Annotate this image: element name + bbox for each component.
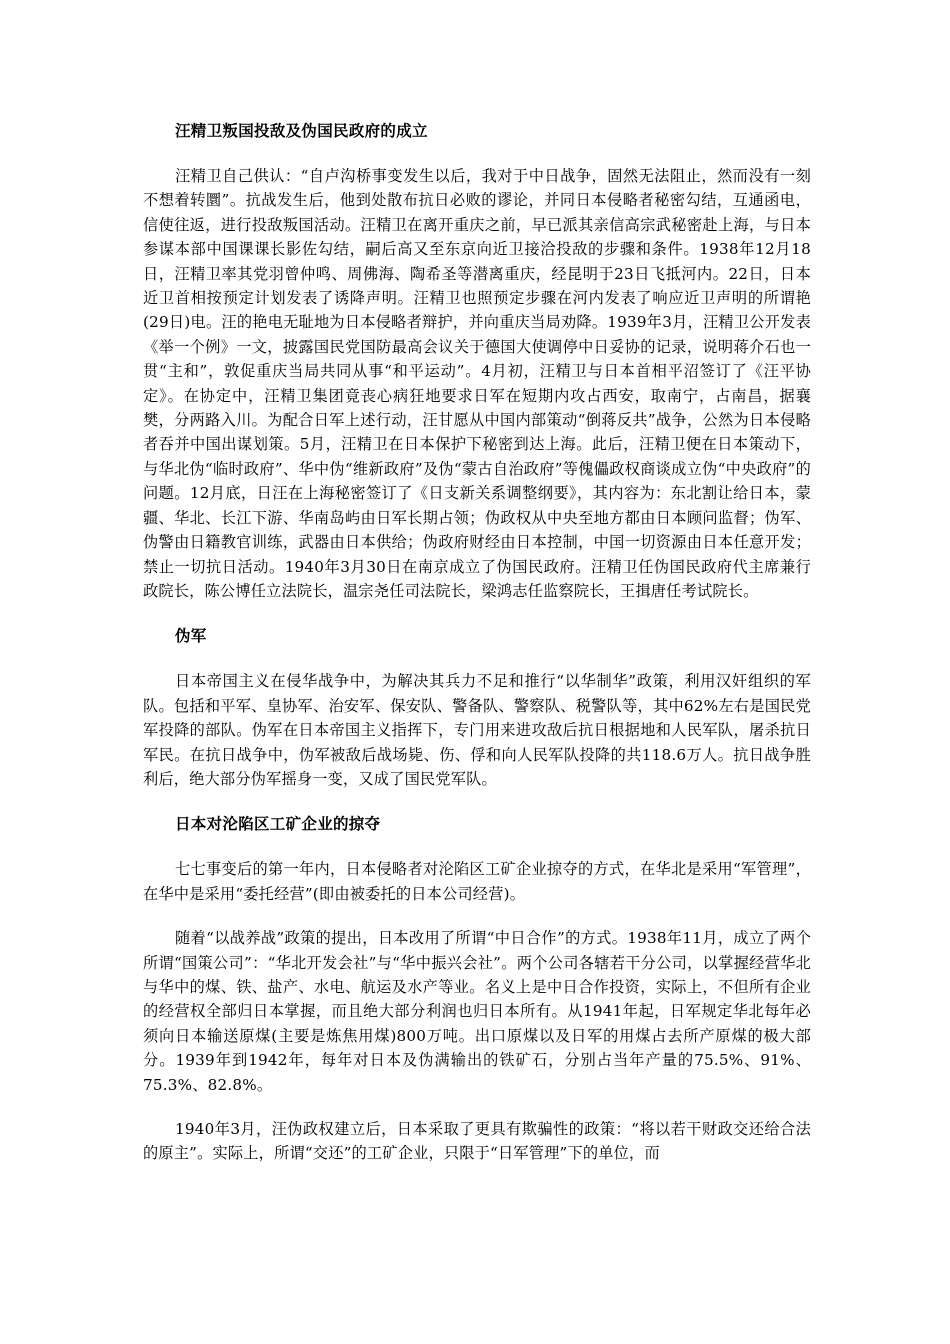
paragraph: 汪精卫自己供认：“自卢沟桥事变发生以后，我对于中日战争，固然无法阻止，然而没有一刻不想着转圜”。抗战发生后，他到处散布抗日必败的谬论，并同日本侵略者秘密勾结，互通函电，信使往返，进行投敌叛国活动。汪精卫在离开重庆之前，早已派其亲信高宗武秘密赴上海，与日本参谋本部中国课课长影佐勾结，嗣后高又至东京向近卫接洽投敌的步骤和条件。1938年12月18日，汪精卫率其党羽曾仲鸣、周佛海、陶希圣等潜离重庆，经昆明于23日飞抵河内。22日，日本近卫首相按预定计划发表了诱降声明。汪精卫也照预定步骤在河内发表了响应近卫声明的所谓艳(29日)电。汪的艳电无耻地为日本侵略者辩护，并向重庆当局劝降。1939年3月，汪精卫公开发表《举一个例》一文，披露国民党国防最高会议关于德国大使调停中日妥协的记录，说明蒋介石也一贯“主和”，敦促重庆当局共同从事“和平运动”。4月初，汪精卫与日本首相平沼签订了《汪平协定》。在协定中，汪精卫集团竟丧心病狂地要求日军在短期内攻占西安，取南宁，占南昌，据襄樊，分两路入川。为配合日军上述行动，汪甘愿从中国内部策动“倒蒋反共”战争，公然为日本侵略者吞并中国出谋划策。5月，汪精卫在日本保护下秘密到达上海。此后，汪精卫便在日本策动下，与华北伪“临时政府”、华中伪“维新政府”及伪“蒙古自治政府”等傀儡政权商谈成立伪“中央政府”的问题。12月底，日汪在上海秘密签订了《日支新关系调整纲要》，其内容为：东北割让给日本，蒙疆、华北、长江下游、华南岛屿由日军长期占领；伪政权从中央至地方都由日本顾问监督；伪军、伪警由日籍教官训练，武器由日本供给；伪政府财经由日本控制，中国一切资源由日本任意开发；禁止一切抗日活动。1940年3月30日在南京成立了伪国民政府。汪精卫任伪国民政府代主席兼行政院长，陈公博任立法院长，温宗尧任司法院长，梁鸿志任监察院长，王揖唐任考试院长。	[143, 167, 811, 600]
spacer	[143, 837, 811, 857]
section-heading-plunder-of-industry: 日本对沦陷区工矿企业的掠夺	[175, 815, 381, 834]
document-body	[143, 118, 811, 1166]
paragraph: 1940年3月，汪伪政权建立后，日本采取了更具有欺骗性的政策：“将以若干财政交还给合法的原主”。实际上，所谓“交还”的工矿企业，只限于“日军管理”下的单位，而	[143, 1120, 811, 1163]
spacer	[143, 1097, 811, 1117]
spacer	[143, 649, 811, 669]
spacer	[143, 144, 811, 164]
paragraph: 七七事变后的第一年内，日本侵略者对沦陷区工矿企业掠夺的方式，在华北是采用“军管理”，在华中是采用“委托经营”(即由被委托的日本公司经营)。	[143, 860, 811, 903]
spacer	[143, 603, 811, 623]
section-heading-wang-jingwei: 汪精卫叛国投敌及伪国民政府的成立	[175, 122, 428, 140]
paragraph: 随着“以战养战”政策的提出，日本改用了所谓“中日合作”的方式。1938年11月，成立了两个所谓“国策公司”：“华北开发会社”与“华中振兴会社”。两个公司各辖若干分公司，以掌握经营华北与华中的煤、铁、盐产、水电、航运及水产等业。名义上是中日合作投资，实际上，不但所有企业的经营权全部归日本掌握，而且绝大部分利润也归日本所有。从1941年起，日军规定华北每年必须向日本输送原煤(主要是炼焦用煤)800万吨。出口原煤以及日军的用煤占去所产原煤的极大部分。1939年到1942年，每年对日本及伪满输出的铁矿石，分别占当年产量的75.5%、91%、75.3%、82.8%。	[143, 929, 811, 1094]
paragraph: 日本帝国主义在侵华战争中，为解决其兵力不足和推行“以华制华”政策，利用汉奸组织的军队。包括和平军、皇协军、治安军、保安队、警备队、警察队、税警队等，其中62%左右是国民党军投降的部队。伪军在日本帝国主义指挥下，专门用来进攻敌后抗日根据地和人民军队，屠杀抗日军民。在抗日战争中，伪军被敌后战场毙、伤、俘和向人民军队投降的共118.6万人。抗日战争胜利后，绝大部分伪军摇身一变，又成了国民党军队。	[143, 672, 811, 788]
section-heading-puppet-army: 伪军	[175, 627, 207, 646]
spacer	[143, 906, 811, 926]
spacer	[143, 791, 811, 811]
